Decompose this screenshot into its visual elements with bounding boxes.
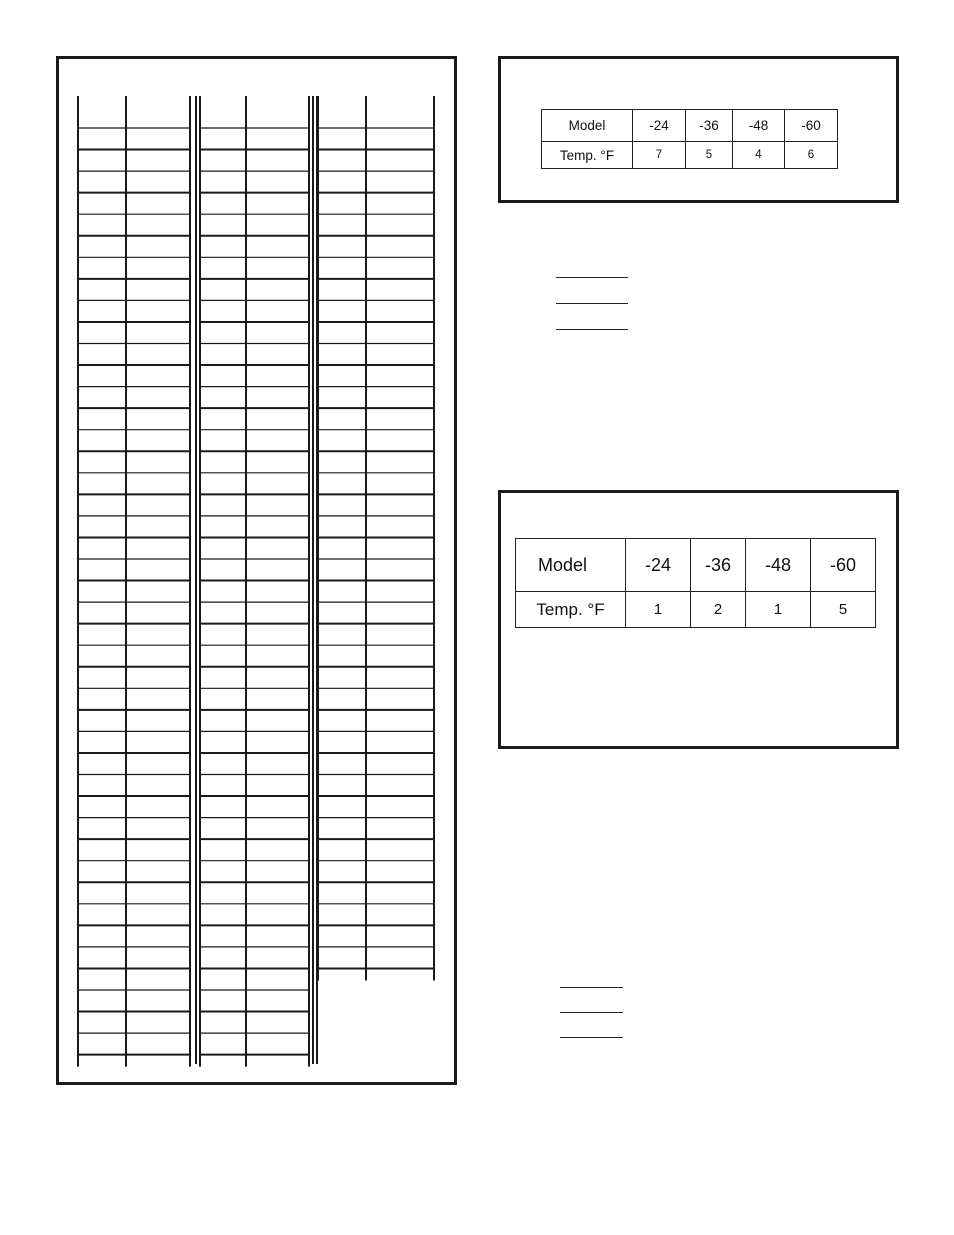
temp-cell: 4 [733,142,785,169]
model-row [542,110,838,142]
model-cell: -48 [733,110,785,142]
blank-line [556,277,628,278]
blank-line [556,329,628,330]
temp-row [542,142,838,169]
temp-cell: 7 [633,142,686,169]
model-cell: -48 [746,539,811,592]
model-label: Model [516,539,626,592]
model-cell: -24 [626,539,691,592]
model-row [516,539,876,592]
temp-cell: 1 [746,592,811,628]
temperature-table-2 [515,538,876,628]
model-cell: -36 [691,539,746,592]
model-cell: -60 [785,110,838,142]
temp-cell: 6 [785,142,838,169]
temp-cell: 5 [811,592,876,628]
blank-line [560,1012,623,1013]
blank-line [560,1037,623,1038]
model-label: Model [542,110,633,142]
temp-label: Temp. °F [542,142,633,169]
temp-cell: 1 [626,592,691,628]
temp-row [516,592,876,628]
blank-grid-form [56,56,457,1085]
temp-cell: 2 [691,592,746,628]
temperature-table-box-2 [498,490,899,749]
temperature-table-box-1 [498,56,899,203]
temp-label: Temp. °F [516,592,626,628]
model-cell: -24 [633,110,686,142]
model-cell: -60 [811,539,876,592]
blank-line [560,987,623,988]
blank-line [556,303,628,304]
temperature-table-1 [541,109,838,169]
temp-cell: 5 [686,142,733,169]
blank-grid [59,59,454,1082]
model-cell: -36 [686,110,733,142]
